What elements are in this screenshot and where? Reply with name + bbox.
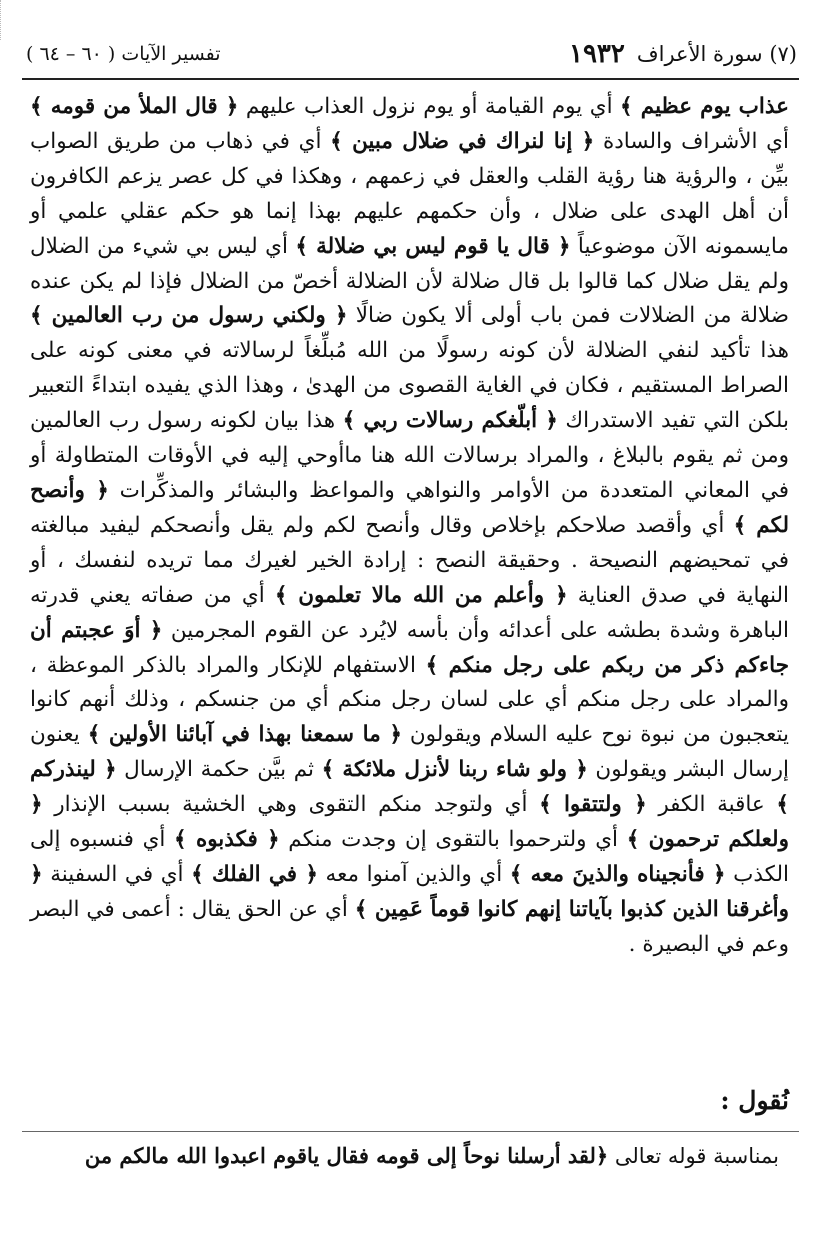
- footer-quran-quote: ﴿لقد أرسلنا نوحاً إلى قومه فقال ياقوم اعبدوا الله مالكم من: [84, 1143, 609, 1168]
- commentary-text: عاقبة الكفر: [646, 792, 777, 818]
- commentary-text: أي ولتوجد منكم التقوى وهي الخشية بسبب الإنذار: [42, 792, 540, 818]
- footer-rule: [22, 1131, 799, 1132]
- footer-intro: بمناسبة قوله تعالى: [608, 1144, 779, 1168]
- quran-verse-quote: ﴿ وأعلم من الله مالا تعلمون ﴾: [274, 582, 568, 608]
- quran-verse-quote: ﴿ ولعلكم ترحمون ﴾: [30, 792, 789, 853]
- quran-verse-quote: ﴿ ولكني رسول من رب العالمين ﴾: [30, 303, 348, 329]
- commentary-text: أي ولترحموا بالتقوى إن وجدت منكم: [279, 827, 627, 853]
- commentary-text: أي الأشراف والسادة: [594, 128, 789, 154]
- quran-verse-quote: ﴿ إنا لنراك في ضلال مبين ﴾: [330, 128, 595, 154]
- commentary-text: أي في السفينة: [42, 861, 192, 887]
- quran-verse-quote: ﴿ ما سمعنا بهذا في آبائنا الأولين ﴾: [87, 722, 402, 748]
- commentary-body: [30, 90, 789, 963]
- section-heading: نُقول :: [720, 1086, 789, 1115]
- running-header: [26, 34, 797, 74]
- quran-verse-quote: ﴿ أبلّغكم رسالات ربي ﴾: [342, 408, 558, 434]
- commentary-text: هذا تأكيد لنفي الضلالة لأن كونه رسولًا من الله مُبلِّغاً لرسالاته في معنى كونه على الصراط المستقيم ، فكان في الغاية القصوى من الهدىٰ ، وهذا الذي يفيده ابتداءً التعبير بلكن التي تفيد الاستدراك: [30, 338, 789, 434]
- quran-verse-quote: ﴿ وأغرقنا الذين كذبوا بآياتنا إنهم كانوا قوماً عَمِين ﴾: [30, 861, 789, 922]
- quran-verse-quote: عذاب يوم عظيم ﴾: [620, 94, 790, 119]
- commentary-text: هذا بيان لكونه رسول رب العالمين ومن ثم يقوم بالبلاغ ، والمراد برسالات الله هنا ماأوحي إليه في الأوقات المتطاولة أو في المعاني المتعددة من الأوامر والنواهي والمواعظ والبشائر والمذكِّرات: [30, 408, 789, 503]
- quran-verse-quote: ﴿ قال يا قوم ليس بي ضلالة ﴾: [295, 233, 571, 259]
- quran-verse-quote: ﴿ وأنصح لكم ﴾: [30, 477, 789, 538]
- page-number: ١٩٣٢: [568, 39, 625, 69]
- verses-range: تفسير الآيات ( ٦٠ – ٦٤ ): [26, 43, 221, 65]
- quran-verse-quote: ﴿ فأنجيناه والذينَ معه ﴾: [509, 861, 726, 887]
- commentary-text: أي والذين آمنوا معه: [317, 861, 510, 887]
- header-rule: [22, 78, 799, 80]
- surah-title: (٧) سورة الأعراف: [636, 42, 797, 66]
- quran-verse-quote: ﴿ ولتتقوا ﴾: [539, 792, 647, 818]
- commentary-text: أي فنسبوه إلى الكذب: [30, 827, 789, 887]
- commentary-text: أي وأقصد صلاحكم بإخلاص وقال وأنصح لكم ولم يقل وأنصحكم ليفيد مبالغته في تمحيضهم النصيحة . وحقيقة النصح : إرادة الخير لغيرك مما تريده لنفسك ، أو النهاية في صدق العناية: [30, 512, 789, 608]
- commentary-text: أي عن الحق يقال : أعمى في البصر وعم في البصيرة .: [30, 896, 789, 957]
- commentary-text: يعنون إرسال البشر ويقولون: [30, 722, 789, 783]
- quran-verse-quote: ﴿ فكذبوه ﴾: [174, 827, 280, 853]
- commentary-text: الاستفهام للإنكار والمراد بالذكر الموعظة ، والمراد على رجل منكم أي على لسان رجل منكم أي من جنسكم ، وذلك أنهم كانوا يتعجبون من نبوة نوح عليه السلام ويقولون: [30, 652, 789, 748]
- quran-verse-quote: ﴿ أوَ عجبتم أن جاءكم ذكر من ربكم على رجل منكم ﴾: [30, 617, 789, 678]
- scan-margin: [0, 0, 5, 40]
- quran-verse-quote: ﴿ ولو شاء ربنا لأنزل ملائكة ﴾: [321, 757, 588, 783]
- commentary-text: ثم بيَّن حكمة الإرسال: [116, 757, 322, 783]
- quran-verse-quote: ﴿ قال الملأ من قومه ﴾: [30, 94, 239, 119]
- footer-line: [30, 1140, 779, 1172]
- commentary-text: أي يوم القيامة أو يوم نزول العذاب عليهم: [238, 94, 621, 119]
- quran-verse-quote: ﴿ في الفلك ﴾: [191, 861, 318, 887]
- header-right-group: [569, 39, 797, 69]
- quran-verse-quote: ﴿ لينذركم ﴾: [30, 757, 789, 818]
- commentary-text: أي من صفاته يعني قدرته الباهرة وشدة بطشه على أعدائه وأن بأسه لايُرد عن القوم المجرمين: [30, 582, 789, 643]
- commentary-text: أي ليس بي شيء من الضلال ولم يقل ضلال كما قالوا بل قال ضلالة لأن الضلالة أخصّ من الضلال فإذا لم يكن عنده ضلالة من الضلالات فمن باب أولى ألا يكون ضالًا: [30, 233, 789, 329]
- commentary-text: أي في ذهاب من طريق الصواب بيِّن ، والرؤية هنا رؤية القلب والعقل في زعمهم ، وهكذا في كل عصر يزعم الكافرون أن أهل الهدى على ضلال ، وأن حكمهم عليهم بهذا إنما هو حكم عقلي علمي أو مايسمونه الآن موضوعياً: [30, 128, 789, 259]
